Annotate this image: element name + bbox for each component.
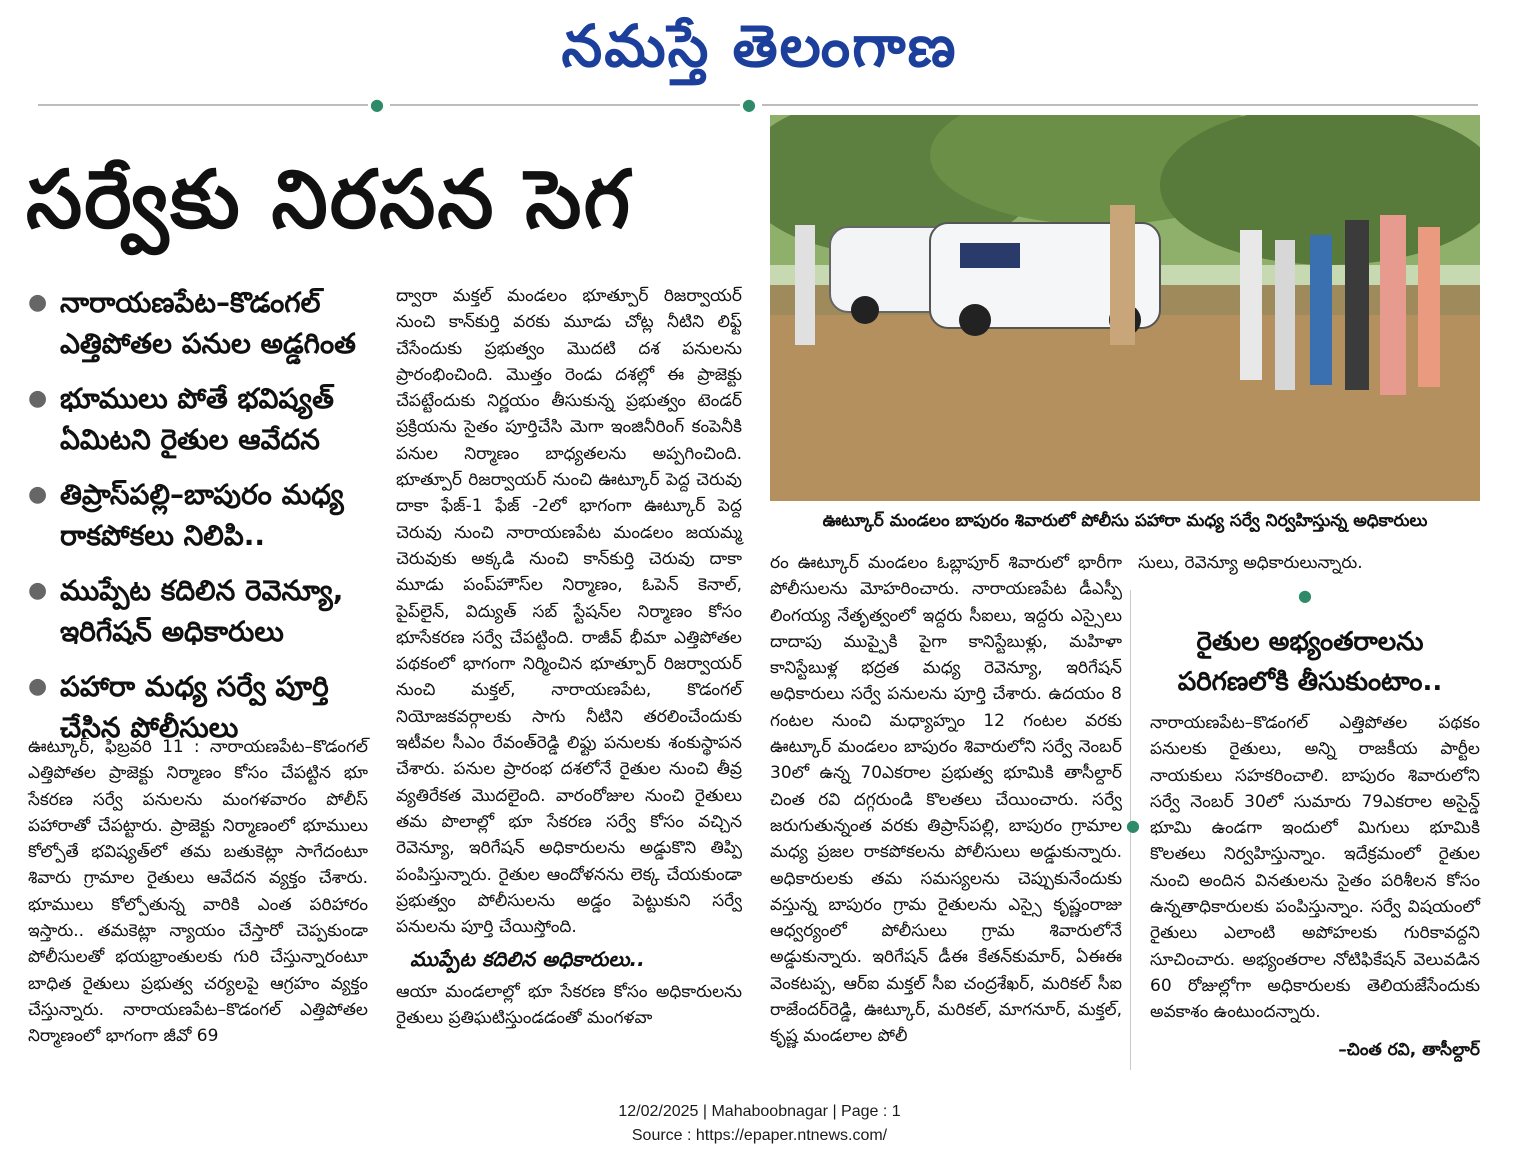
leaf-dot-icon: ● [1298, 586, 1312, 605]
bullet-icon: ● [28, 482, 48, 507]
leaf-dot-icon: ● [1126, 816, 1140, 835]
quote-signature: –చింత రవి, తాసీల్దార్ [1338, 1040, 1480, 1060]
bullet-item: ● ముప్పేట కదిలిన రెవెన్యూ, ఇరిగేషన్ అధికారులు [28, 570, 388, 652]
quote-box-text: నారాయణపేట–కొడంగల్ ఎత్తిపోతల పథకం పనులకు రైతులు, అన్ని రాజకీయ పార్టీల నాయకులు సహకరించాలి. బాపురం శివారులోని సర్వే నెంబర్ 30లో సుమారు 79ఎకరాల అసైన్డ్ భూమి ఉండగా ఇందులో మిగులు భూమికి కొలతలు నిర్వహిస్తున్నాం. ఇదేక్రమంలో రైతుల నుంచి అందిన వినతులను సైతం పరిశీలన కోసం ఉన్నతాధికారులకు పంపిస్తున్నాం. సర్వే విషయంలో రైతులు ఎలాంటి అపోహలకు గురికావద్దని సూచించారు. అభ్యంతరాల నోటిఫికేషన్ వెలువడిన 60 రోజుల్లోగా అధికారులకు తెలియజేసేందుకు అవకాశం ఉంటుందన్నారు. [1150, 713, 1480, 1023]
page-footer [0, 1100, 1519, 1148]
bullet-icon: ● [28, 674, 48, 699]
divider [38, 104, 368, 106]
leaf-dot-icon: ● [370, 95, 384, 114]
divider [390, 104, 740, 106]
quote-box-heading: రైతుల అభ్యంతరాలను పరిగణలోకి తీసుకుంటాం.. [1177, 627, 1443, 697]
bullet-item: ● భూములు పోతే భవిష్యత్ ఏమిటని రైతుల ఆవేదన [28, 378, 388, 460]
bullet-icon: ● [28, 386, 48, 411]
news-photo [770, 115, 1480, 501]
bullet-list [28, 282, 388, 762]
bullet-item: ● నారాయణపేట–కొడంగల్ ఎత్తిపోతల పనుల అడ్డగింత [28, 282, 388, 364]
divider [762, 104, 1478, 106]
bullet-icon: ● [28, 578, 48, 603]
bullet-item: ● పహారా మధ్య సర్వే పూర్తి చేసిన పోలీసులు [28, 666, 388, 748]
footer-date-line: 12/02/2025 | Mahaboobnagar | Page : 1 [618, 1103, 901, 1120]
photo-illustration [770, 115, 1480, 501]
masthead-logo: నమస్తే తెలంగాణ [561, 12, 958, 80]
bullet-item: ● తిప్రాస్‌పల్లి–బాపురం మధ్య రాకపోకలు నిలిపి.. [28, 474, 388, 556]
leaf-dot-icon: ● [742, 95, 756, 114]
bullet-icon: ● [28, 290, 48, 315]
footer-source-line: Source : https://epaper.ntnews.com/ [631, 1127, 888, 1144]
article-column-2: ద్వారా మక్తల్ మండలం భూత్పూర్ రిజర్వాయర్ నుంచి కాన్‌కుర్తి వరకు మూడు చోట్ల నీటిని లిఫ్ట్ చేసేందుకు ప్రభుత్వం మొదటి దశ పనులను ప్రారంభించింది. మొత్తం రెండు దశల్లో ఈ ప్రాజెక్టు చేపట్టేందుకు నిర్ణయం తీసుకున్న ప్రభుత్వం టెండర్ ప్రక్రియను సైతం పూర్తిచేసి మెగా ఇంజినీరింగ్ కంపెనీకి పనుల నిర్మాణం బాధ్యతలను అప్పగించింది. భూత్పూర్ రిజర్వాయర్ నుంచి ఊట్కూర్ పెద్ద చెరువు దాకా ఫేజ్-1 ఫేజ్ -2లో భాగంగా ఊట్కూర్ పెద్ద చెరువు నుంచి నారాయణపేట మండలం జయమ్మ చెరువుకు అక్కడి నుంచి కాన్‌కుర్తి చెరువు దాకా మూడు పంప్‌హౌస్‌ల నిర్మాణం, ఓపెన్ కెనాల్, పైప్‌లైన్, విద్యుత్ సబ్ స్టేషన్‌ల నిర్మాణం కోసం భూసేకరణ సర్వే చేపట్టింది. రాజీవ్ భీమా ఎత్తిపోతల పథకంలో భాగంగా నిర్మించిన భూత్పూర్ రిజర్వాయర్ నుంచి మక్తల్, నారాయణపేట, కొడంగల్ నియోజకవర్గాలకు సాగు నీటిని తరలించేందుకు ఇటీవల సీఎం రేవంత్‌రెడ్డి లిఫ్టు పనులకు శంకుస్థాపన చేశారు. పనుల ప్రారంభ దశలోనే రైతుల నుంచి తీవ్ర వ్యతిరేకత మొదలైంది. వారంరోజుల నుంచి రైతులు తమ పొలాల్లో భూ సేకరణ సర్వే కోసం వచ్చిన రెవెన్యూ, ఇరిగేషన్ అధికారులను అడ్డుకొని తిప్పి పంపిస్తున్నారు. రైతుల ఆందోళనను లెక్క చేయకుండా ప్రభుత్వం పోలీసులను అడ్డం పెట్టుకుని సర్వే పనులను పూర్తి చేయిస్తోంది. ముప్పేట కదిలిన అధికారులు.. ఆయా మండలాల్లో భూ సేకరణ కోసం అధికారులను రైతులు ప్రతిఘటిస్తుండడంతో మంగళవా [396, 286, 742, 1029]
article-column-3: రం ఊట్కూర్ మండలం ఓబ్లాపూర్ శివారులో భారీగా పోలీసులను మోహరించారు. నారాయణపేట డీఎస్పీ లింగయ్య నేతృత్వంలో ఇద్దరు సీఐలు, ఇద్దరు ఎస్సైలు దాదాపు ముప్పైకి పైగా కానిస్టేబుళ్లు, మహిళా కానిస్టేబుళ్ల భద్రత మధ్య రెవెన్యూ, ఇరిగేషన్ అధికారులు సర్వే పనులను పూర్తి చేశారు. ఉదయం 8 గంటల నుంచి మధ్యాహ్నం 12 గంటల వరకు ఊట్కూర్ మండలం బాపురం శివారులోని సర్వే నెంబర్ 30లో ఉన్న 70ఎకరాల ప్రభుత్వ భూమికి తాసీల్దార్ చింత రవి దగ్గరుండి కొలతలు చేయించారు. సర్వే జరుగుతున్నంత వరకు తిప్రాస్‌పల్లి, బాపురం గ్రామాల మధ్య ప్రజల రాకపోకలను పోలీసులు అడ్డుకున్నారు. అధికారులకు తమ సమస్యలను చెప్పుకునేందుకు వస్తున్న బాపురం గ్రామ రైతులను ఎస్సై కృష్ణంరాజు ఆధ్వర్యంలో పోలీసులు గ్రామ శివారులోనే అడ్డుకున్నారు. ఇరిగేషన్ డీఈ కేతన్‌కుమార్, ఏఈఈ వెంకటప్ప, ఆర్ఐ మక్తల్ సీఐ చంద్రశేఖర్, మరికల్ సీఐ రాజేందర్‌రెడ్డి, ఊట్కూర్, మరికల్, మాగనూర్, మక్తల్, కృష్ణ మండలాల పోలీ [770, 553, 1122, 1047]
subheading: ముప్పేట కదిలిన అధికారులు.. [410, 947, 645, 972]
article-column-4-top: సులు, రెవెన్యూ అధికారులున్నారు. [1138, 553, 1363, 573]
photo-caption: ఊట్కూర్ మండలం బాపురం శివారులో పోలీసు పహారా మధ్య సర్వే నిర్వహిస్తున్న అధికారులు [822, 511, 1428, 531]
article-column-1: ఊట్కూర్, ఫిబ్రవరి 11 : నారాయణపేట–కొడంగల్ ఎత్తిపోతల ప్రాజెక్టు నిర్మాణం కోసం చేపట్టిన భూ సేకరణ సర్వే పనులను మంగళవారం పోలీస్ పహారాతో చేపట్టారు. ప్రాజెక్టు నిర్మాణంలో భూములు కోల్పోతే భవిష్యత్‌లో తమ బతుకెట్లా సాగేదంటూ శివారు గ్రామాల రైతులు ఆవేదన వ్యక్తం చేశారు. భూములు కోల్పోతున్న వారికి ఎంత పరిహారం ఇస్తారు.. తమకెట్లా న్యాయం చేస్తారో చెప్పకుండా పోలీసులతో భయభ్రాంతులకు గురి చేస్తున్నారంటూ బాధిత రైతులు ప్రభుత్వ చర్యలపై ఆగ్రహం వ్యక్తం చేస్తున్నారు. నారాయణపేట–కొడంగల్ ఎత్తిపోతల నిర్మాణంలో భాగంగా జీవో 69 [28, 737, 368, 1047]
headline: సర్వేకు నిరసన సెగ [26, 153, 633, 246]
